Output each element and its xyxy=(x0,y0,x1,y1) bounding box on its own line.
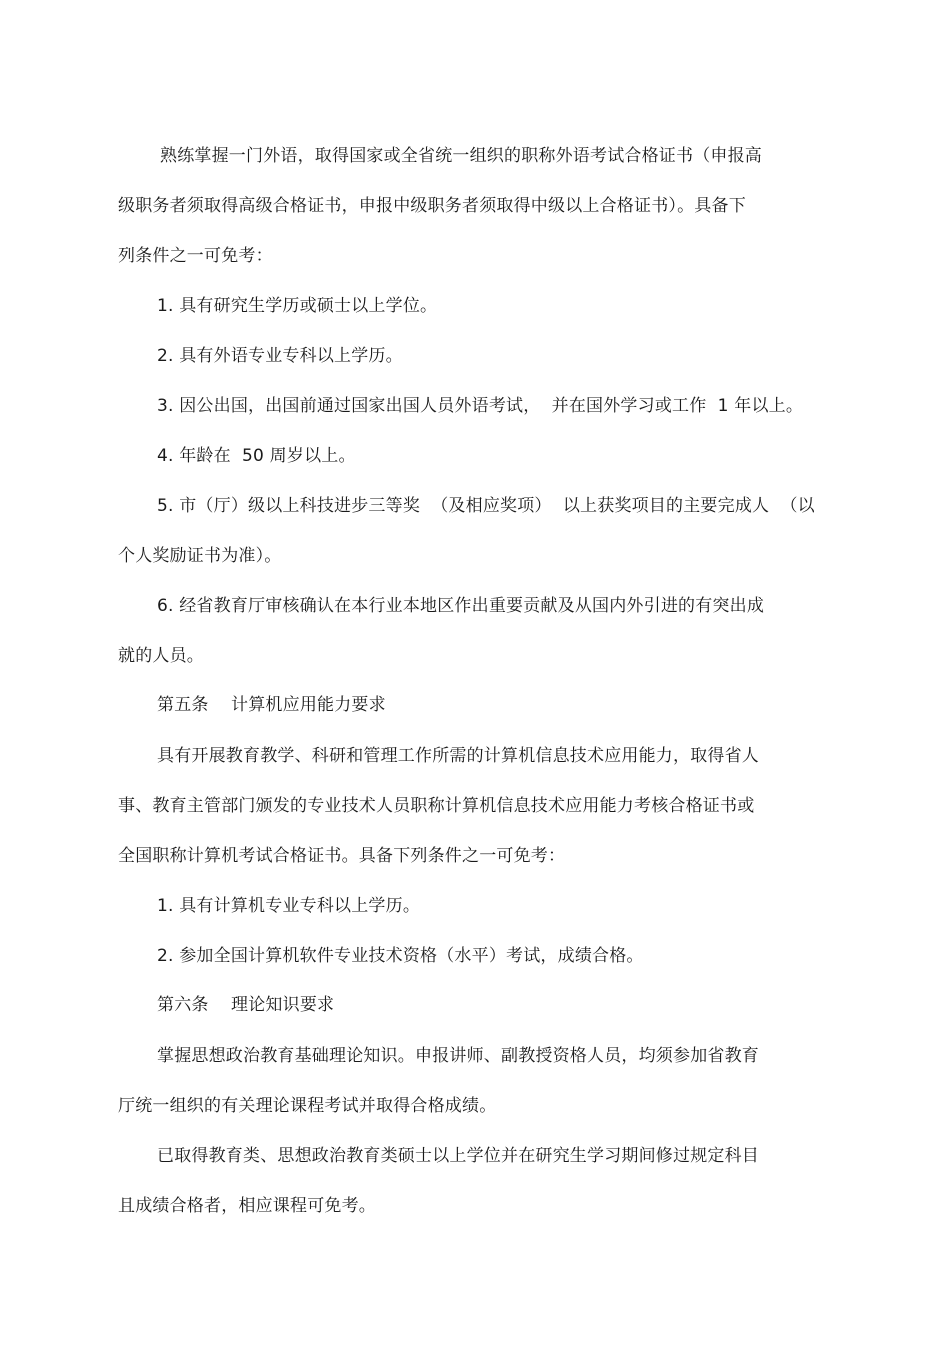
paragraph-line: 且成绩合格者，相应课程可免考。 xyxy=(118,1196,376,1216)
paragraph-line: 掌握思想政治教育基础理论知识。申报讲师、副教授资格人员，均须参加省教育 xyxy=(157,1046,759,1066)
paragraph-line: 熟练掌握一门外语，取得国家或全省统一组织的职称外语考试合格证书（申报高 xyxy=(160,146,762,166)
list-item: 4. 年龄在 50 周岁以上。 xyxy=(157,446,356,466)
list-item: 3. 因公出国，出国前通过国家出国人员外语考试， 并在国外学习或工作 1 年以上。 xyxy=(157,396,804,416)
list-item: 5. 市（厅）级以上科技进步三等奖 （及相应奖项） 以上获奖项目的主要完成人 （以 xyxy=(157,496,815,516)
paragraph-line: 就的人员。 xyxy=(118,646,204,666)
paragraph-line: 全国职称计算机考试合格证书。具备下列条件之一可免考： xyxy=(118,846,566,866)
paragraph-line: 已取得教育类、思想政治教育类硕士以上学位并在研究生学习期间修过规定科目 xyxy=(157,1146,759,1166)
list-item: 6. 经省教育厅审核确认在本行业本地区作出重要贡献及从国内外引进的有突出成 xyxy=(157,596,765,616)
paragraph-line: 厅统一组织的有关理论课程考试并取得合格成绩。 xyxy=(118,1096,497,1116)
list-item: 2. 参加全国计算机软件专业技术资格（水平）考试，成绩合格。 xyxy=(157,946,644,966)
list-item: 1. 具有研究生学历或硕士以上学位。 xyxy=(157,296,438,316)
paragraph-line: 事、教育主管部门颁发的专业技术人员职称计算机信息技术应用能力考核合格证书或 xyxy=(118,796,755,816)
paragraph-line: 具有开展教育教学、科研和管理工作所需的计算机信息技术应用能力，取得省人 xyxy=(157,746,759,766)
paragraph-line: 列条件之一可免考： xyxy=(118,246,273,266)
paragraph-line: 个人奖励证书为准）。 xyxy=(118,546,282,566)
list-item: 2. 具有外语专业专科以上学历。 xyxy=(157,346,403,366)
list-item: 1. 具有计算机专业专科以上学历。 xyxy=(157,896,421,916)
paragraph-line: 级职务者须取得高级合格证书，申报中级职务者须取得中级以上合格证书）。具备下 xyxy=(118,196,746,216)
section-heading: 第六条 理论知识要求 xyxy=(157,995,335,1015)
section-heading: 第五条 计算机应用能力要求 xyxy=(157,695,386,715)
